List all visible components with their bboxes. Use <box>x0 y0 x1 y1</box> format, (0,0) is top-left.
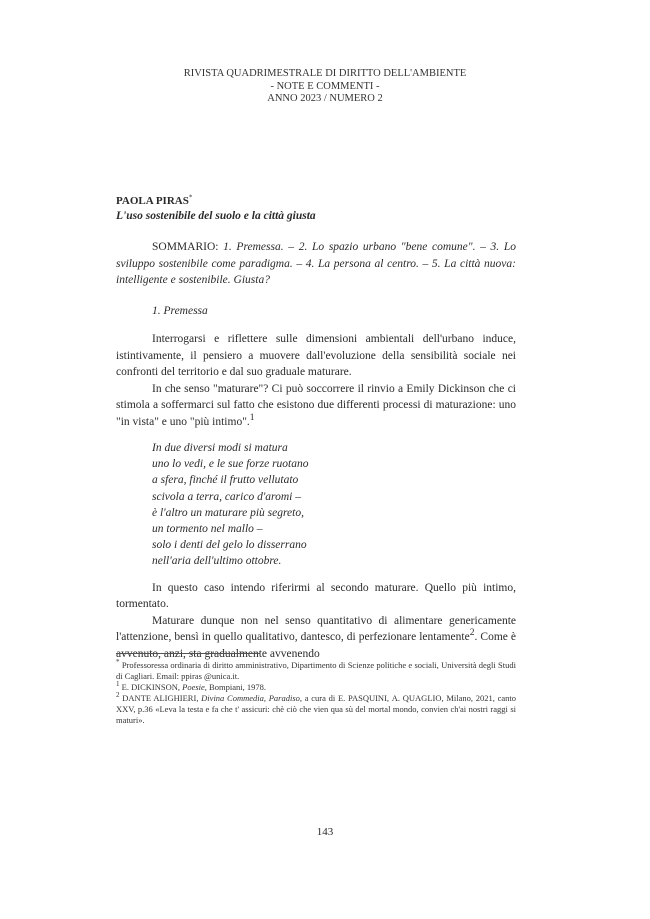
footnotes <box>116 660 516 726</box>
journal-issue: ANNO 2023 / NUMERO 2 <box>267 93 383 104</box>
page-number: 143 <box>316 826 334 838</box>
footnote <box>116 660 516 682</box>
footnote-text: , Bompiani, 1978. <box>204 682 266 692</box>
footnote-mark: 2 <box>116 691 120 700</box>
author-footnote-mark[interactable]: * <box>188 193 193 202</box>
article-author <box>116 195 516 207</box>
poem-line: un tormento nel mallo – <box>152 523 263 536</box>
footnote-text: , Milano, 2021, canto XXV, p.36 «Leva la testa e fa che t' assicuri: chè ciò che vien qua sù del mortal mondo, convien ch'ai nostri raggi si maturi». <box>116 693 517 725</box>
footnote-text: Professoressa ordinaria di diritto amministrativo, Dipartimento di Scienze politiche e sociali, Università degli Studi di Cagliari. Email: ppiras @unica.it. <box>116 660 516 681</box>
journal-title: RIVISTA QUADRIMESTRALE DI DIRITTO DELL'AMBIENTE <box>183 68 467 79</box>
footnote: $^2$ DANTE ALIGHIERI, Divina Commedia, Paradiso, a cura di E. PASQUINI, A. QUAGLIO, Milano, 2021, canto XXV, p.36 «Leva la testa e fa che t' assicuri: chè ciò che vien qua sù del mortal mondo, convien ch'ai nostri raggi si maturi». <box>116 691 517 725</box>
journal-header <box>0 68 650 106</box>
author-name: PAOLA PIRAS <box>116 195 189 207</box>
footnote-editor: E. PASQUINI <box>337 693 387 703</box>
summary-item: 2. Lo spazio urbano "bene comune". <box>298 241 476 253</box>
footnote-divider <box>116 653 260 654</box>
article-title: L'uso sostenibile del suolo e la città giusta <box>116 210 316 222</box>
paragraph-text: . Come è avvenuto, anzi, sta gradualmente avvenendo <box>116 631 517 660</box>
paragraph-text: Maturare dunque non nel senso quantitativo di alimentare genericamente l'attenzione, bensì in quello qualitativo, dantesco, di perfezionare lentamente <box>116 614 516 644</box>
poem-line: In due diversi modi si matura <box>152 442 288 454</box>
paragraph <box>116 381 516 431</box>
poem-quote <box>152 440 516 570</box>
footnote-ref[interactable]: 1 <box>249 411 255 423</box>
summary-label: SOMMARIO <box>152 241 216 253</box>
footnote-text: , <box>386 693 392 703</box>
poem-line: scivola a terra, carico d'aromi – <box>152 490 301 503</box>
poem-line: nell'aria dell'ultimo ottobre. <box>152 555 282 568</box>
poem-line: uno lo vedi, e le sue forze ruotano <box>152 458 309 471</box>
footnote-mark: * <box>116 658 120 667</box>
footnote-author: E. DICKINSON <box>121 682 178 692</box>
footnote-editor: A. QUAGLIO <box>391 693 442 703</box>
footnote-ref[interactable]: 2 <box>469 627 475 639</box>
journal-section: - NOTE E COMMENTI - <box>270 80 380 92</box>
summary-item: 1. Premessa. <box>223 241 284 253</box>
section-heading: 1. Premessa <box>152 305 208 317</box>
paragraph: In questo caso intendo riferirmi al secondo maturare. Quello più intimo, tormentato. <box>116 581 516 611</box>
footnote: $^1$ E. DICKINSON, Poesie, Bompiani, 1978. <box>116 680 266 692</box>
poem-line: solo i denti del gelo lo disserrano <box>152 539 307 552</box>
paragraph <box>116 613 516 663</box>
article-summary: SOMMARIO: 1. Premessa. – 2. Lo spazio urbano "bene comune". – 3. Lo sviluppo sostenibile come paradigma. – 4. La persona al centro. – 5. La città nuova: intelligente e sostenibile. Giusta? <box>116 241 516 286</box>
summary-item: 5. La città nuova: intelligente e sostenibile. Giusta? <box>116 257 516 286</box>
poem-line: a sfera, finché il frutto vellutato <box>152 474 299 487</box>
footnote-text: , a cura di <box>299 693 338 703</box>
poem-line: è l'altro un maturare più segreto, <box>152 506 304 519</box>
paragraph: Interrogarsi e riflettere sulle dimensioni ambientali dell'urbano induce, istintivamente, il pensiero a muovere dall'evoluzione della sensibilità sociale nei confronti del territorio e dal suo graduale maturare. <box>116 333 516 378</box>
article-body <box>116 331 516 662</box>
footnote-work-title: Poesie <box>182 682 205 692</box>
footnote-work-title: Divina Commedia, Paradiso <box>201 693 300 703</box>
summary-item: 4. La persona al centro. <box>305 257 419 270</box>
summary-item: 3. Lo sviluppo sostenibile come paradigma. <box>116 241 516 270</box>
footnote-mark: 1 <box>116 680 120 689</box>
paragraph-text: In che senso "maturare"? Ci può soccorrere il rinvio a Emily Dickinson che ci stimola a soffermarci sul fatto che esistono due differenti processi di maturazione: uno "in vista" e uno "più intimo". <box>116 382 516 428</box>
footnote-author: DANTE ALIGHIERI <box>122 693 197 703</box>
